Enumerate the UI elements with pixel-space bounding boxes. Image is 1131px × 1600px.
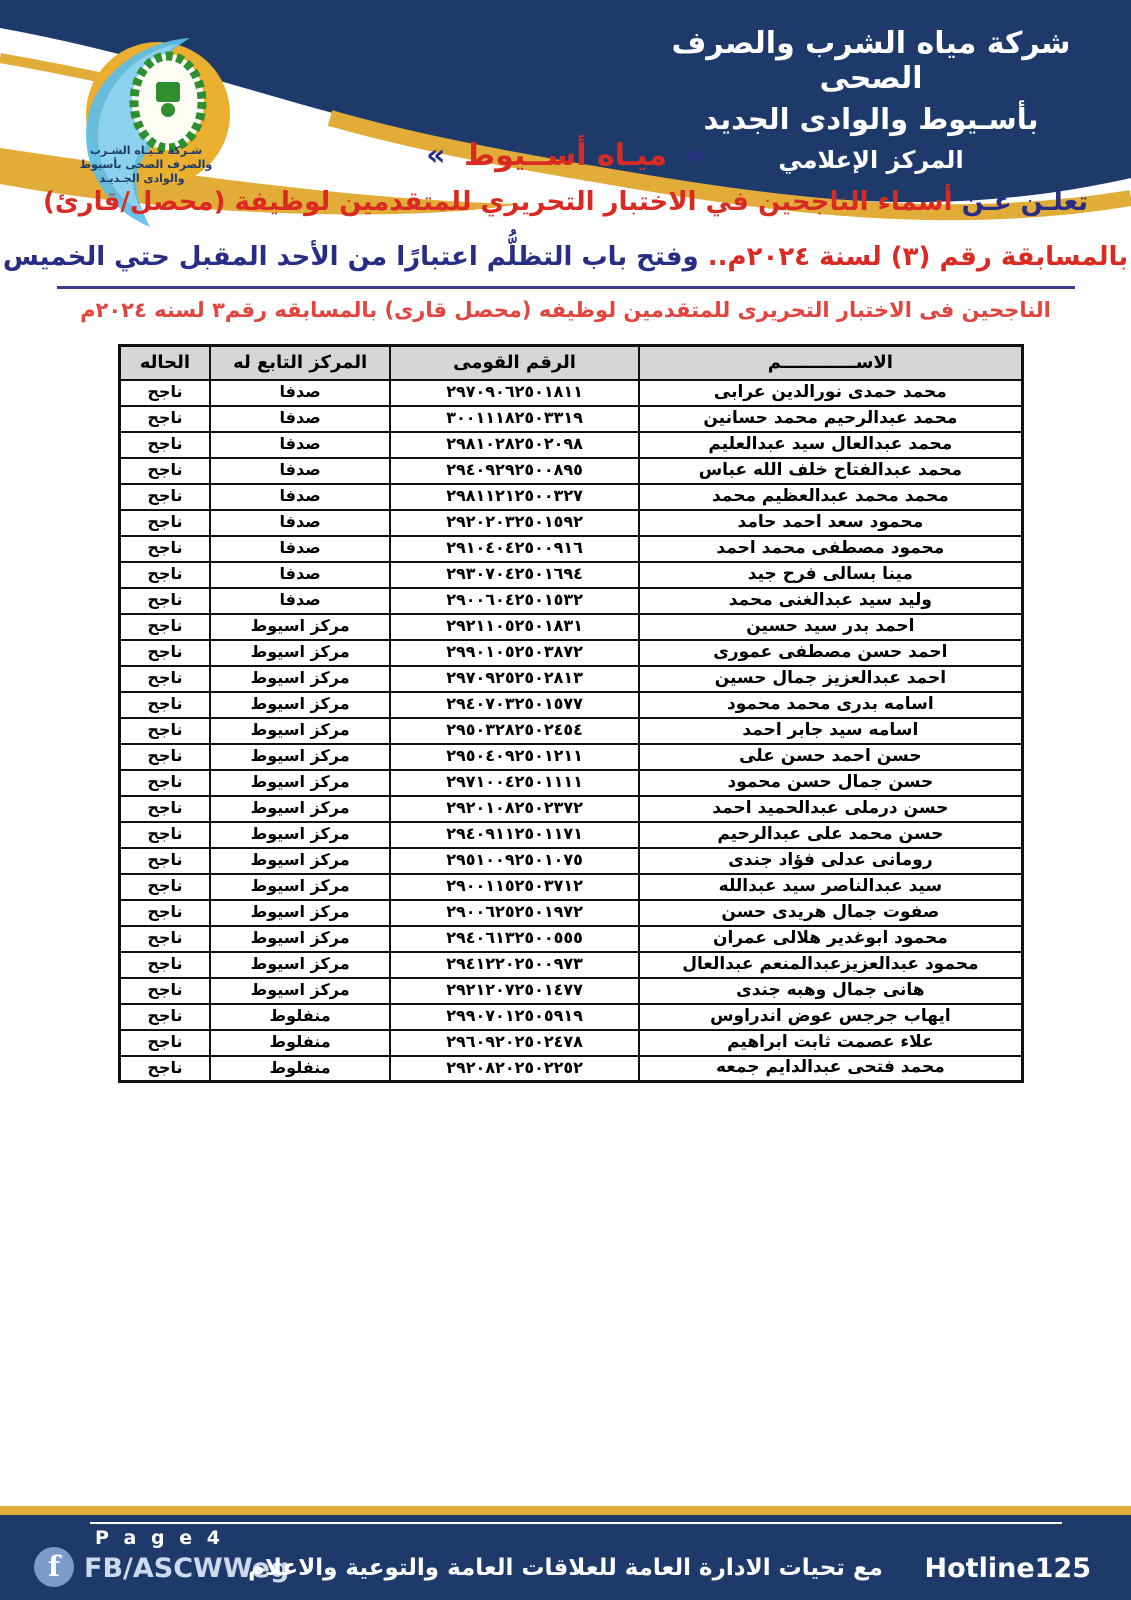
center-cell: مركز اسيوط	[210, 874, 391, 900]
national-id-cell: ٢٩٨١١٢١٢٥٠٠٣٢٧	[390, 484, 638, 510]
center-cell: منفلوط	[210, 1056, 391, 1082]
status-cell: ناجح	[120, 562, 210, 588]
table-row	[120, 952, 1023, 978]
national-id-cell: ٢٩٠٠٦٠٤٢٥٠١٥٣٢	[390, 588, 638, 614]
center-cell: صدفا	[210, 510, 391, 536]
footer-gold-bar	[0, 1506, 1131, 1515]
center-cell: مركز اسيوط	[210, 900, 391, 926]
table-row	[120, 406, 1023, 432]
status-cell: ناجح	[120, 1004, 210, 1030]
status-cell: ناجح	[120, 770, 210, 796]
status-cell: ناجح	[120, 640, 210, 666]
national-id-cell: ٢٩٤٠٦١٣٢٥٠٠٥٥٥	[390, 926, 638, 952]
national-id-cell: ٢٩٥١٠٠٩٢٥٠١٠٧٥	[390, 848, 638, 874]
table-row	[120, 718, 1023, 744]
results-table	[118, 344, 1024, 1083]
column-header-name: الاســــــــــــم	[639, 346, 1023, 380]
eagle-emblem-dot	[161, 103, 175, 117]
table-row	[120, 432, 1023, 458]
name-cell: اسامه سيد جابر احمد	[639, 718, 1023, 744]
brand-close-guillemet: »	[426, 138, 446, 173]
column-header-center: المركز التابع له	[210, 346, 391, 380]
name-cell: هانى جمال وهبه جندى	[639, 978, 1023, 1004]
company-name-line3: المركز الإعلامي	[778, 146, 964, 174]
table-row	[120, 666, 1023, 692]
table-title: الناجحين فى الاختبار التحريرى للمتقدمين لوظيفه (محصل قارى) بالمسابقه رقم٣ لسنه ٢٠٢٤م	[80, 298, 1051, 322]
table-header-row	[120, 346, 1023, 380]
name-cell: حسن احمد حسن على	[639, 744, 1023, 770]
status-cell: ناجح	[120, 1056, 210, 1082]
center-cell: مركز اسيوط	[210, 718, 391, 744]
national-id-cell: ٢٩٢١١٠٥٢٥٠١٨٣١	[390, 614, 638, 640]
national-id-cell: ٢٩٣٠٧٠٤٢٥٠١٦٩٤	[390, 562, 638, 588]
status-cell: ناجح	[120, 380, 210, 406]
table-row	[120, 562, 1023, 588]
center-cell: صدفا	[210, 380, 391, 406]
center-cell: مركز اسيوط	[210, 744, 391, 770]
center-cell: مركز اسيوط	[210, 796, 391, 822]
center-cell: منفلوط	[210, 1030, 391, 1056]
status-cell: ناجح	[120, 822, 210, 848]
national-id-cell: ٢٩٢٠٨٢٠٢٥٠٢٢٥٢	[390, 1056, 638, 1082]
announcement-line1	[0, 186, 1131, 219]
national-id-cell: ٢٩٠٠١١٥٢٥٠٣٧١٢	[390, 874, 638, 900]
center-cell: صدفا	[210, 406, 391, 432]
status-cell: ناجح	[120, 588, 210, 614]
facebook-handle: FB/ASCWWeg	[84, 1553, 290, 1584]
table-row	[120, 796, 1023, 822]
center-cell: صدفا	[210, 536, 391, 562]
logo-caption-2: والصرف الصحى بأسيوط	[79, 158, 213, 171]
national-id-cell: ٢٩٧١٠٠٤٢٥٠١١١١	[390, 770, 638, 796]
table-row	[120, 536, 1023, 562]
table-row	[120, 640, 1023, 666]
national-id-cell: ٢٩٥٠٤٠٩٢٥٠١٢١١	[390, 744, 638, 770]
table-row	[120, 458, 1023, 484]
brand-tag	[0, 138, 1131, 173]
national-id-cell: ٢٩١٠٤٠٤٢٥٠٠٩١٦	[390, 536, 638, 562]
center-cell: صدفا	[210, 484, 391, 510]
national-id-cell: ٢٩٤٠٩٢٩٢٥٠٠٨٩٥	[390, 458, 638, 484]
announcement-line1-rest: أسماء الناجحين في الاختبار التحريري للمتقدمين لوظيفة (محصل/قارئ)	[42, 187, 953, 217]
footer-rule	[90, 1522, 1062, 1524]
name-cell: حسن جمال حسن محمود	[639, 770, 1023, 796]
column-header-status: الحاله	[120, 346, 210, 380]
center-cell: مركز اسيوط	[210, 848, 391, 874]
name-cell: مينا بسالى فرح جيد	[639, 562, 1023, 588]
footer-band	[0, 1515, 1131, 1600]
table-row	[120, 1056, 1023, 1082]
results-table-wrap	[118, 344, 1024, 1083]
national-id-cell: ٢٩٦٠٩٢٠٢٥٠٢٤٧٨	[390, 1030, 638, 1056]
status-cell: ناجح	[120, 536, 210, 562]
name-cell: محمد عبدالفتاح خلف الله عباس	[639, 458, 1023, 484]
table-row	[120, 874, 1023, 900]
table-row	[120, 744, 1023, 770]
company-name-line1: شركة مياه الشرب والصرف الصحى	[671, 26, 1071, 96]
status-cell: ناجح	[120, 484, 210, 510]
status-cell: ناجح	[120, 406, 210, 432]
status-cell: ناجح	[120, 718, 210, 744]
national-id-cell: ٢٩٢٠٢٠٣٢٥٠١٥٩٢	[390, 510, 638, 536]
status-cell: ناجح	[120, 510, 210, 536]
logo-caption-1: شـركة مـيـاه الشـرب	[89, 144, 203, 157]
table-row	[120, 484, 1023, 510]
name-cell: وليد سيد عبدالغنى محمد	[639, 588, 1023, 614]
name-cell: محمود ابوغدير هلالى عمران	[639, 926, 1023, 952]
national-id-cell: ٢٩٤١٢٢٠٢٥٠٠٩٧٣	[390, 952, 638, 978]
status-cell: ناجح	[120, 978, 210, 1004]
status-cell: ناجح	[120, 900, 210, 926]
national-id-cell: ٣٠٠١١١٨٢٥٠٣٣١٩	[390, 406, 638, 432]
status-cell: ناجح	[120, 666, 210, 692]
name-cell: محمود مصطفى محمد احمد	[639, 536, 1023, 562]
center-cell: مركز اسيوط	[210, 952, 391, 978]
name-cell: محمود عبدالعزيزعبدالمنعم عبدالعال	[639, 952, 1023, 978]
national-id-cell: ٢٩٤٠٧٠٣٢٥٠١٥٧٧	[390, 692, 638, 718]
status-cell: ناجح	[120, 614, 210, 640]
table-row	[120, 380, 1023, 406]
name-cell: حسن درملى عبدالحميد احمد	[639, 796, 1023, 822]
center-cell: مركز اسيوط	[210, 978, 391, 1004]
table-row	[120, 614, 1023, 640]
national-id-cell: ٢٩٩٠٧٠١٢٥٠٥٩١٩	[390, 1004, 638, 1030]
name-cell: احمد عبدالعزيز جمال حسين	[639, 666, 1023, 692]
status-cell: ناجح	[120, 796, 210, 822]
center-cell: مركز اسيوط	[210, 770, 391, 796]
name-cell: ايهاب جرجس عوض اندراوس	[639, 1004, 1023, 1030]
announcement-line2-lead: بالمسابقة رقم (٣) لسنة ٢٠٢٤م..	[707, 242, 1129, 272]
center-cell: مركز اسيوط	[210, 822, 391, 848]
name-cell: محمد محمد عبدالعظيم محمد	[639, 484, 1023, 510]
national-id-cell: ٢٩٥٠٣٢٨٢٥٠٢٤٥٤	[390, 718, 638, 744]
center-cell: مركز اسيوط	[210, 692, 391, 718]
footer-message: مع تحيات الادارة العامة للعلاقات العامة والتوعية والاعلام	[248, 1555, 883, 1581]
center-cell: صدفا	[210, 588, 391, 614]
announcement-line1-lead: تعلـن عـن	[961, 187, 1089, 217]
announcement-line2-rest: وفتح باب التظلُّم اعتبارًا من الأحد المقبل حتي الخميس	[2, 242, 699, 272]
national-id-cell: ٢٩٩٠١٠٥٢٥٠٣٨٧٢	[390, 640, 638, 666]
name-cell: محمد عبدالعال سيد عبدالعليم	[639, 432, 1023, 458]
table-row	[120, 588, 1023, 614]
table-row	[120, 1030, 1023, 1056]
table-row	[120, 978, 1023, 1004]
name-cell: محمود سعد احمد حامد	[639, 510, 1023, 536]
page-number: P a g e 4	[95, 1527, 224, 1549]
name-cell: علاء عصمت ثابت ابراهيم	[639, 1030, 1023, 1056]
national-id-cell: ٢٩٤٠٩١١٢٥٠١١٧١	[390, 822, 638, 848]
center-cell: مركز اسيوط	[210, 640, 391, 666]
results-table-body	[120, 380, 1023, 1082]
footer	[0, 1506, 1131, 1600]
status-cell: ناجح	[120, 952, 210, 978]
status-cell: ناجح	[120, 692, 210, 718]
status-cell: ناجح	[120, 874, 210, 900]
name-cell: صفوت جمال هريدى حسن	[639, 900, 1023, 926]
national-id-cell: ٢٩٧٠٩٢٥٢٥٠٢٨١٣	[390, 666, 638, 692]
brand-text: ميـاه أســيوط	[464, 138, 667, 173]
name-cell: محمد عبدالرحيم محمد حسانين	[639, 406, 1023, 432]
brand-open-guillemet: «	[685, 138, 705, 173]
table-row	[120, 510, 1023, 536]
section-divider	[57, 286, 1075, 289]
name-cell: سيد عبدالناصر سيد عبدالله	[639, 874, 1023, 900]
name-cell: حسن محمد على عبدالرحيم	[639, 822, 1023, 848]
center-cell: مركز اسيوط	[210, 666, 391, 692]
logo-caption-3: والوادى الجـديـد	[99, 172, 185, 185]
name-cell: اسامه بدرى محمد محمود	[639, 692, 1023, 718]
national-id-cell: ٢٩٨١٠٢٨٢٥٠٢٠٩٨	[390, 432, 638, 458]
company-name-line2: بأسـيوط والوادى الجديد	[703, 102, 1039, 136]
table-row	[120, 900, 1023, 926]
name-cell: احمد حسن مصطفى عمورى	[639, 640, 1023, 666]
center-cell: مركز اسيوط	[210, 926, 391, 952]
name-cell: محمد فتحى عبدالدايم جمعه	[639, 1056, 1023, 1082]
announcement-line2	[0, 241, 1131, 274]
center-cell: صدفا	[210, 562, 391, 588]
national-id-cell: ٢٩٠٠٦٢٥٢٥٠١٩٧٢	[390, 900, 638, 926]
center-cell: منفلوط	[210, 1004, 391, 1030]
center-cell: صدفا	[210, 458, 391, 484]
column-header-national-id: الرقم القومى	[390, 346, 638, 380]
status-cell: ناجح	[120, 926, 210, 952]
name-cell: محمد حمدى نورالدين عرابى	[639, 380, 1023, 406]
national-id-cell: ٢٩٢١٢٠٧٢٥٠١٤٧٧	[390, 978, 638, 1004]
table-row	[120, 926, 1023, 952]
center-cell: صدفا	[210, 432, 391, 458]
table-row	[120, 1004, 1023, 1030]
facebook-icon: f	[34, 1547, 74, 1587]
table-row	[120, 692, 1023, 718]
hotline-number: Hotline125	[924, 1553, 1091, 1584]
status-cell: ناجح	[120, 458, 210, 484]
table-row	[120, 770, 1023, 796]
name-cell: احمد بدر سيد حسين	[639, 614, 1023, 640]
table-row	[120, 822, 1023, 848]
center-cell: مركز اسيوط	[210, 614, 391, 640]
national-id-cell: ٢٩٢٠١٠٨٢٥٠٢٣٧٢	[390, 796, 638, 822]
status-cell: ناجح	[120, 432, 210, 458]
status-cell: ناجح	[120, 1030, 210, 1056]
status-cell: ناجح	[120, 848, 210, 874]
eagle-emblem-icon	[156, 82, 180, 102]
table-row	[120, 848, 1023, 874]
status-cell: ناجح	[120, 744, 210, 770]
name-cell: رومانى عدلى فؤاد جندى	[639, 848, 1023, 874]
national-id-cell: ٢٩٧٠٩٠٦٢٥٠١٨١١	[390, 380, 638, 406]
